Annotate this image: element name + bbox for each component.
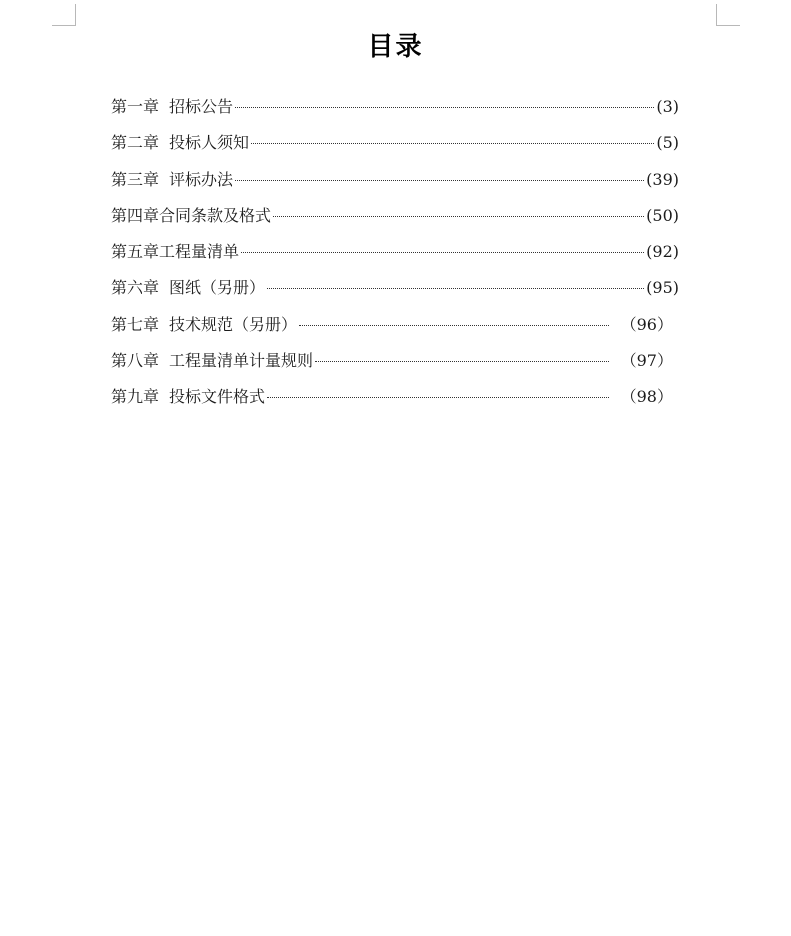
toc-page-number: (50) — [646, 205, 679, 225]
toc-page-number: (92) — [646, 242, 679, 262]
toc-chapter-title: 评标办法 — [169, 169, 234, 189]
toc-dot-leader — [235, 180, 644, 181]
toc-page-number: (39) — [646, 169, 679, 189]
toc-chapter-title: 工程量清单 — [159, 242, 240, 262]
toc-page-number: （98） — [620, 387, 673, 407]
toc-chapter-number: 第二章 — [111, 133, 160, 153]
toc-page-number: （96） — [620, 314, 673, 334]
toc-chapter-number: 第七章 — [111, 314, 160, 334]
toc-dot-leader — [235, 107, 654, 108]
toc-entry-4[interactable] — [111, 205, 679, 241]
toc-entry-2[interactable] — [111, 132, 679, 168]
toc-chapter-number: 第五章 — [111, 242, 160, 262]
toc-chapter-number: 第四章 — [111, 205, 160, 225]
toc-chapter-number: 第六章 — [111, 278, 160, 298]
toc-dot-leader — [273, 216, 644, 217]
toc-entry-8[interactable] — [111, 350, 679, 386]
toc-entry-9[interactable] — [111, 386, 679, 422]
toc-chapter-title: 图纸（另册） — [169, 278, 266, 298]
toc-chapter-title: 合同条款及格式 — [159, 205, 272, 225]
toc-page-number: (5) — [656, 133, 679, 153]
toc-chapter-number: 第九章 — [111, 387, 160, 407]
toc-chapter-title: 招标公告 — [169, 97, 234, 116]
toc-entry-6[interactable] — [111, 277, 679, 313]
toc-chapter-title: 投标人须知 — [169, 133, 250, 153]
toc-chapter-number: 第一章 — [111, 97, 160, 116]
toc-entry-1[interactable] — [111, 96, 679, 132]
toc-dot-leader — [267, 397, 609, 398]
toc-chapter-title: 投标文件格式 — [169, 387, 266, 407]
crop-mark-top-right-vertical — [716, 4, 717, 26]
toc-dot-leader — [315, 361, 609, 362]
toc-page-number: (3) — [656, 97, 679, 116]
toc-dot-leader — [267, 288, 644, 289]
toc-chapter-number: 第三章 — [111, 169, 160, 189]
toc-dot-leader — [241, 252, 644, 253]
toc-dot-leader — [299, 325, 609, 326]
table-of-contents — [111, 96, 679, 423]
toc-entry-3[interactable] — [111, 169, 679, 205]
toc-page-number: （97） — [620, 351, 673, 371]
toc-entry-7[interactable] — [111, 314, 679, 350]
toc-chapter-title: 技术规范（另册） — [169, 314, 298, 334]
crop-mark-top-left-vertical — [75, 4, 76, 26]
toc-chapter-number: 第八章 — [111, 351, 160, 371]
toc-entry-5[interactable] — [111, 241, 679, 277]
toc-chapter-title: 工程量清单计量规则 — [169, 351, 314, 371]
toc-page-number: (95) — [646, 278, 679, 298]
toc-dot-leader — [251, 143, 654, 144]
page-title: 目录 — [367, 32, 424, 62]
